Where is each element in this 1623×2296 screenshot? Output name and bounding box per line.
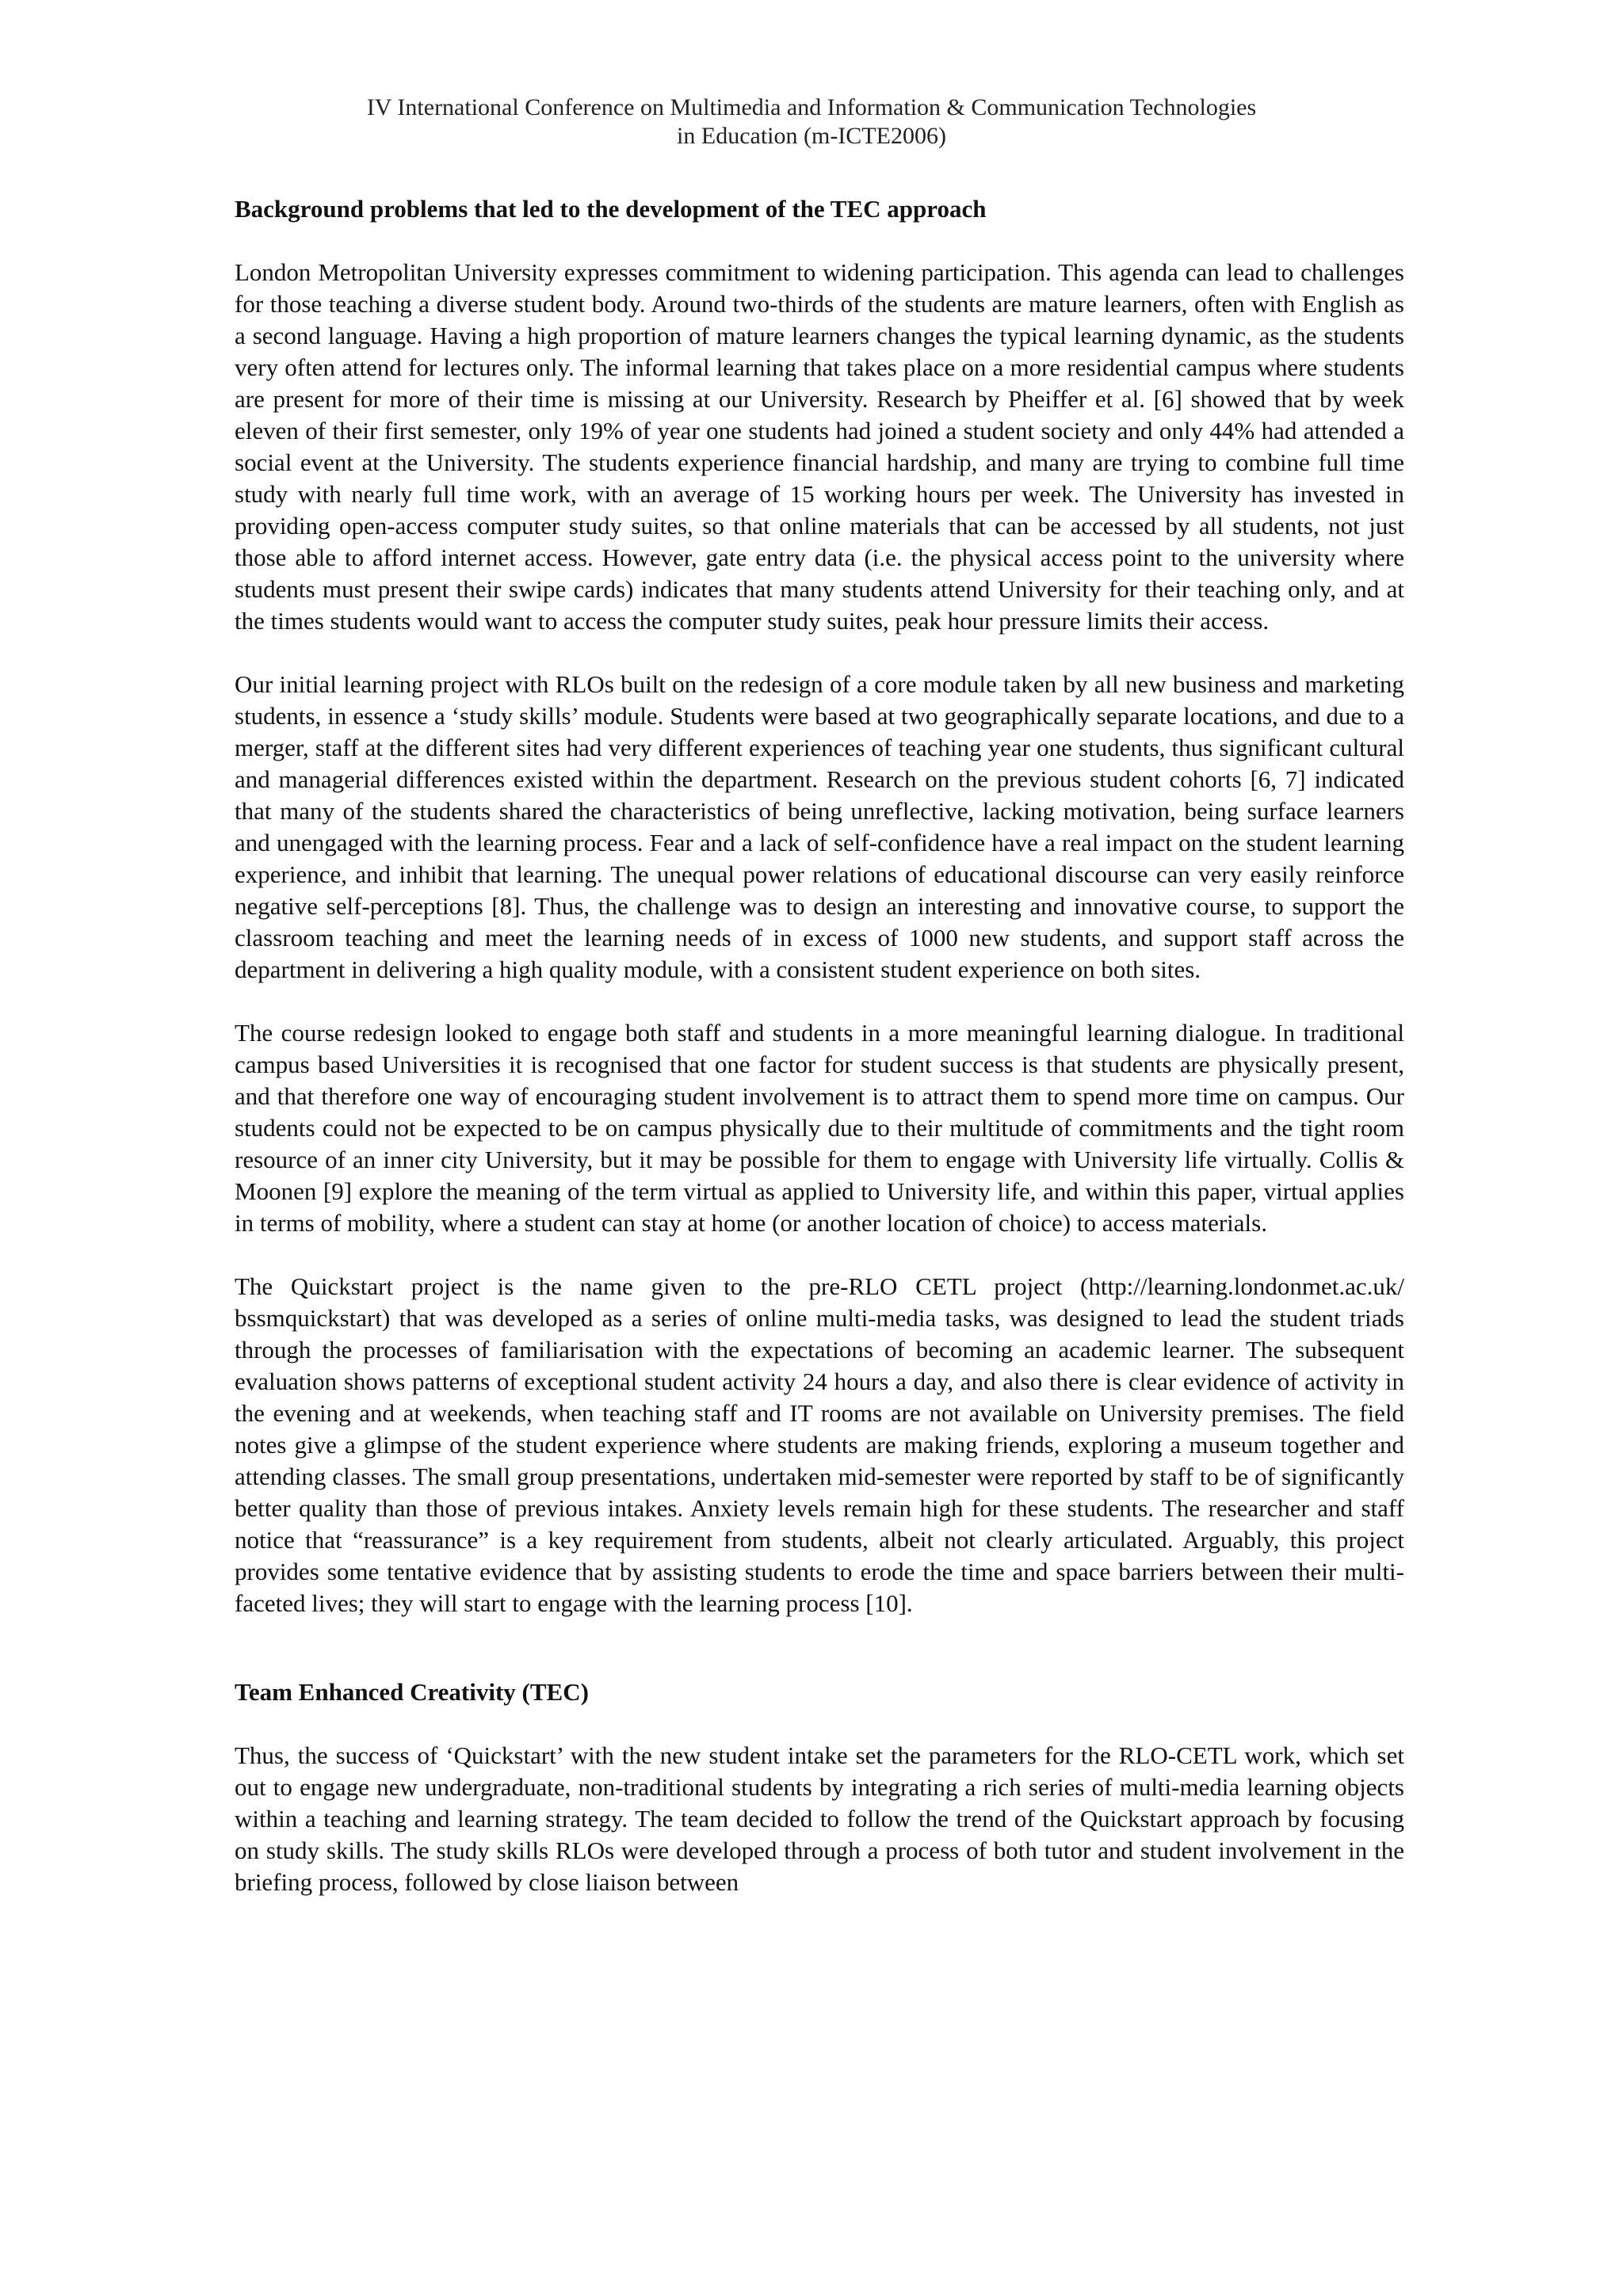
section-heading-background: Background problems that led to the development of the TEC approach — [235, 195, 987, 223]
running-header-line-2: in Education (m-ICTE2006) — [677, 123, 946, 149]
paragraph-quickstart-project: The Quickstart project is the name given to the pre-RLO CETL project (http://learning.londonmet.ac.uk/ bssmquickstart) that was developed as a series of online multi-media tasks, was designed to lead the student triads through the processes of familiarisation with the expectations of becoming an academic learner. The subsequent evaluation shows patterns of exceptional student activity 24 hours a day, and also there is clear evidence of activity in the evening and at weekends, when teaching staff and IT rooms are not available on University premises. The field notes give a glimpse of the student experience where students are making friends, exploring a museum together and attending classes. The small group presentations, undertaken mid-semester were reported by staff to be of significantly better quality than those of previous intakes. Anxiety levels remain high for these students. The researcher and staff notice that “reassurance” is a key requirement from students, albeit not clearly articulated. Arguably, this project provides some tentative evidence that by assisting students to erode the time and space barriers between their multi-faceted lives; they will start to engage with the learning process [10]. — [235, 1272, 1404, 1617]
paragraph-widening-participation: London Metropolitan University expresses commitment to widening participation. This agenda can lead to challenges for those teaching a diverse student body. Around two-thirds of the students are mature learners, often with English as a second language. Having a high proportion of mature learners changes the typical learning dynamic, as the students very often attend for lectures only. The informal learning that takes place on a more residential campus where students are present for more of their time is missing at our University. Research by Pheiffer et al. [6] showed that by week eleven of their first semester, only 19% of year one students had joined a student society and only 44% had attended a social event at the University. The students experience financial hardship, and many are trying to combine full time study with nearly full time work, with an average of 15 working hours per week. The University has invested in providing open-access computer study suites, so that online materials that can be accessed by all students, not just those able to afford internet access. However, gate entry data (i.e. the physical access point to the university where students must present their swipe cards) indicates that many students attend University for their teaching only, and at the times students would want to access the computer study suites, peak hour pressure limits their access. — [235, 258, 1404, 635]
paragraph-course-redesign: The course redesign looked to engage both staff and students in a more meaningful learning dialogue. In traditional campus based Universities it is recognised that one factor for student success is that students are physically present, and that therefore one way of encouraging student involvement is to attract them to spend more time on campus. Our students could not be expected to be on campus physically due to their multitude of commitments and the tight room resource of an inner city University, but it may be possible for them to engage with University life virtually. Collis & Moonen [9] explore the meaning of the term virtual as applied to University life, and within this paper, virtual applies in terms of mobility, where a student can stay at home (or another location of choice) to access materials. — [235, 1019, 1404, 1237]
running-header-line-1: IV International Conference on Multimedia and Information & Communication Technologies — [366, 94, 1257, 120]
paragraph-tec-intro: Thus, the success of ‘Quickstart’ with the new student intake set the parameters for the RLO-CETL work, which set out to engage new undergraduate, non-traditional students by integrating a rich series of multi-media learning objects within a teaching and learning strategy. The team decided to follow the trend of the Quickstart approach by focusing on study skills. The study skills RLOs were developed through a process of both tutor and student involvement in the briefing process, followed by close liaison between — [235, 1741, 1404, 1896]
running-header — [0, 93, 1623, 151]
page-body — [235, 193, 1404, 1898]
paragraph-initial-learning-project: Our initial learning project with RLOs built on the redesign of a core module taken by all new business and marketing students, in essence a ‘study skills’ module. Students were based at two geographically separate locations, and due to a merger, staff at the different sites had very different experiences of teaching year one students, thus significant cultural and managerial differences existed within the department. Research on the previous student cohorts [6, 7] indicated that many of the students shared the characteristics of being unreflective, lacking motivation, being surface learners and unengaged with the learning process. Fear and a lack of self-confidence have a real impact on the student learning experience, and inhibit that learning. The unequal power relations of educational discourse can very easily reinforce negative self-perceptions [8]. Thus, the challenge was to design an interesting and innovative course, to support the classroom teaching and meet the learning needs of in excess of 1000 new students, and support staff across the department in delivering a high quality module, with a consistent student experience on both sites. — [235, 670, 1404, 983]
section-heading-tec: Team Enhanced Creativity (TEC) — [235, 1678, 589, 1706]
